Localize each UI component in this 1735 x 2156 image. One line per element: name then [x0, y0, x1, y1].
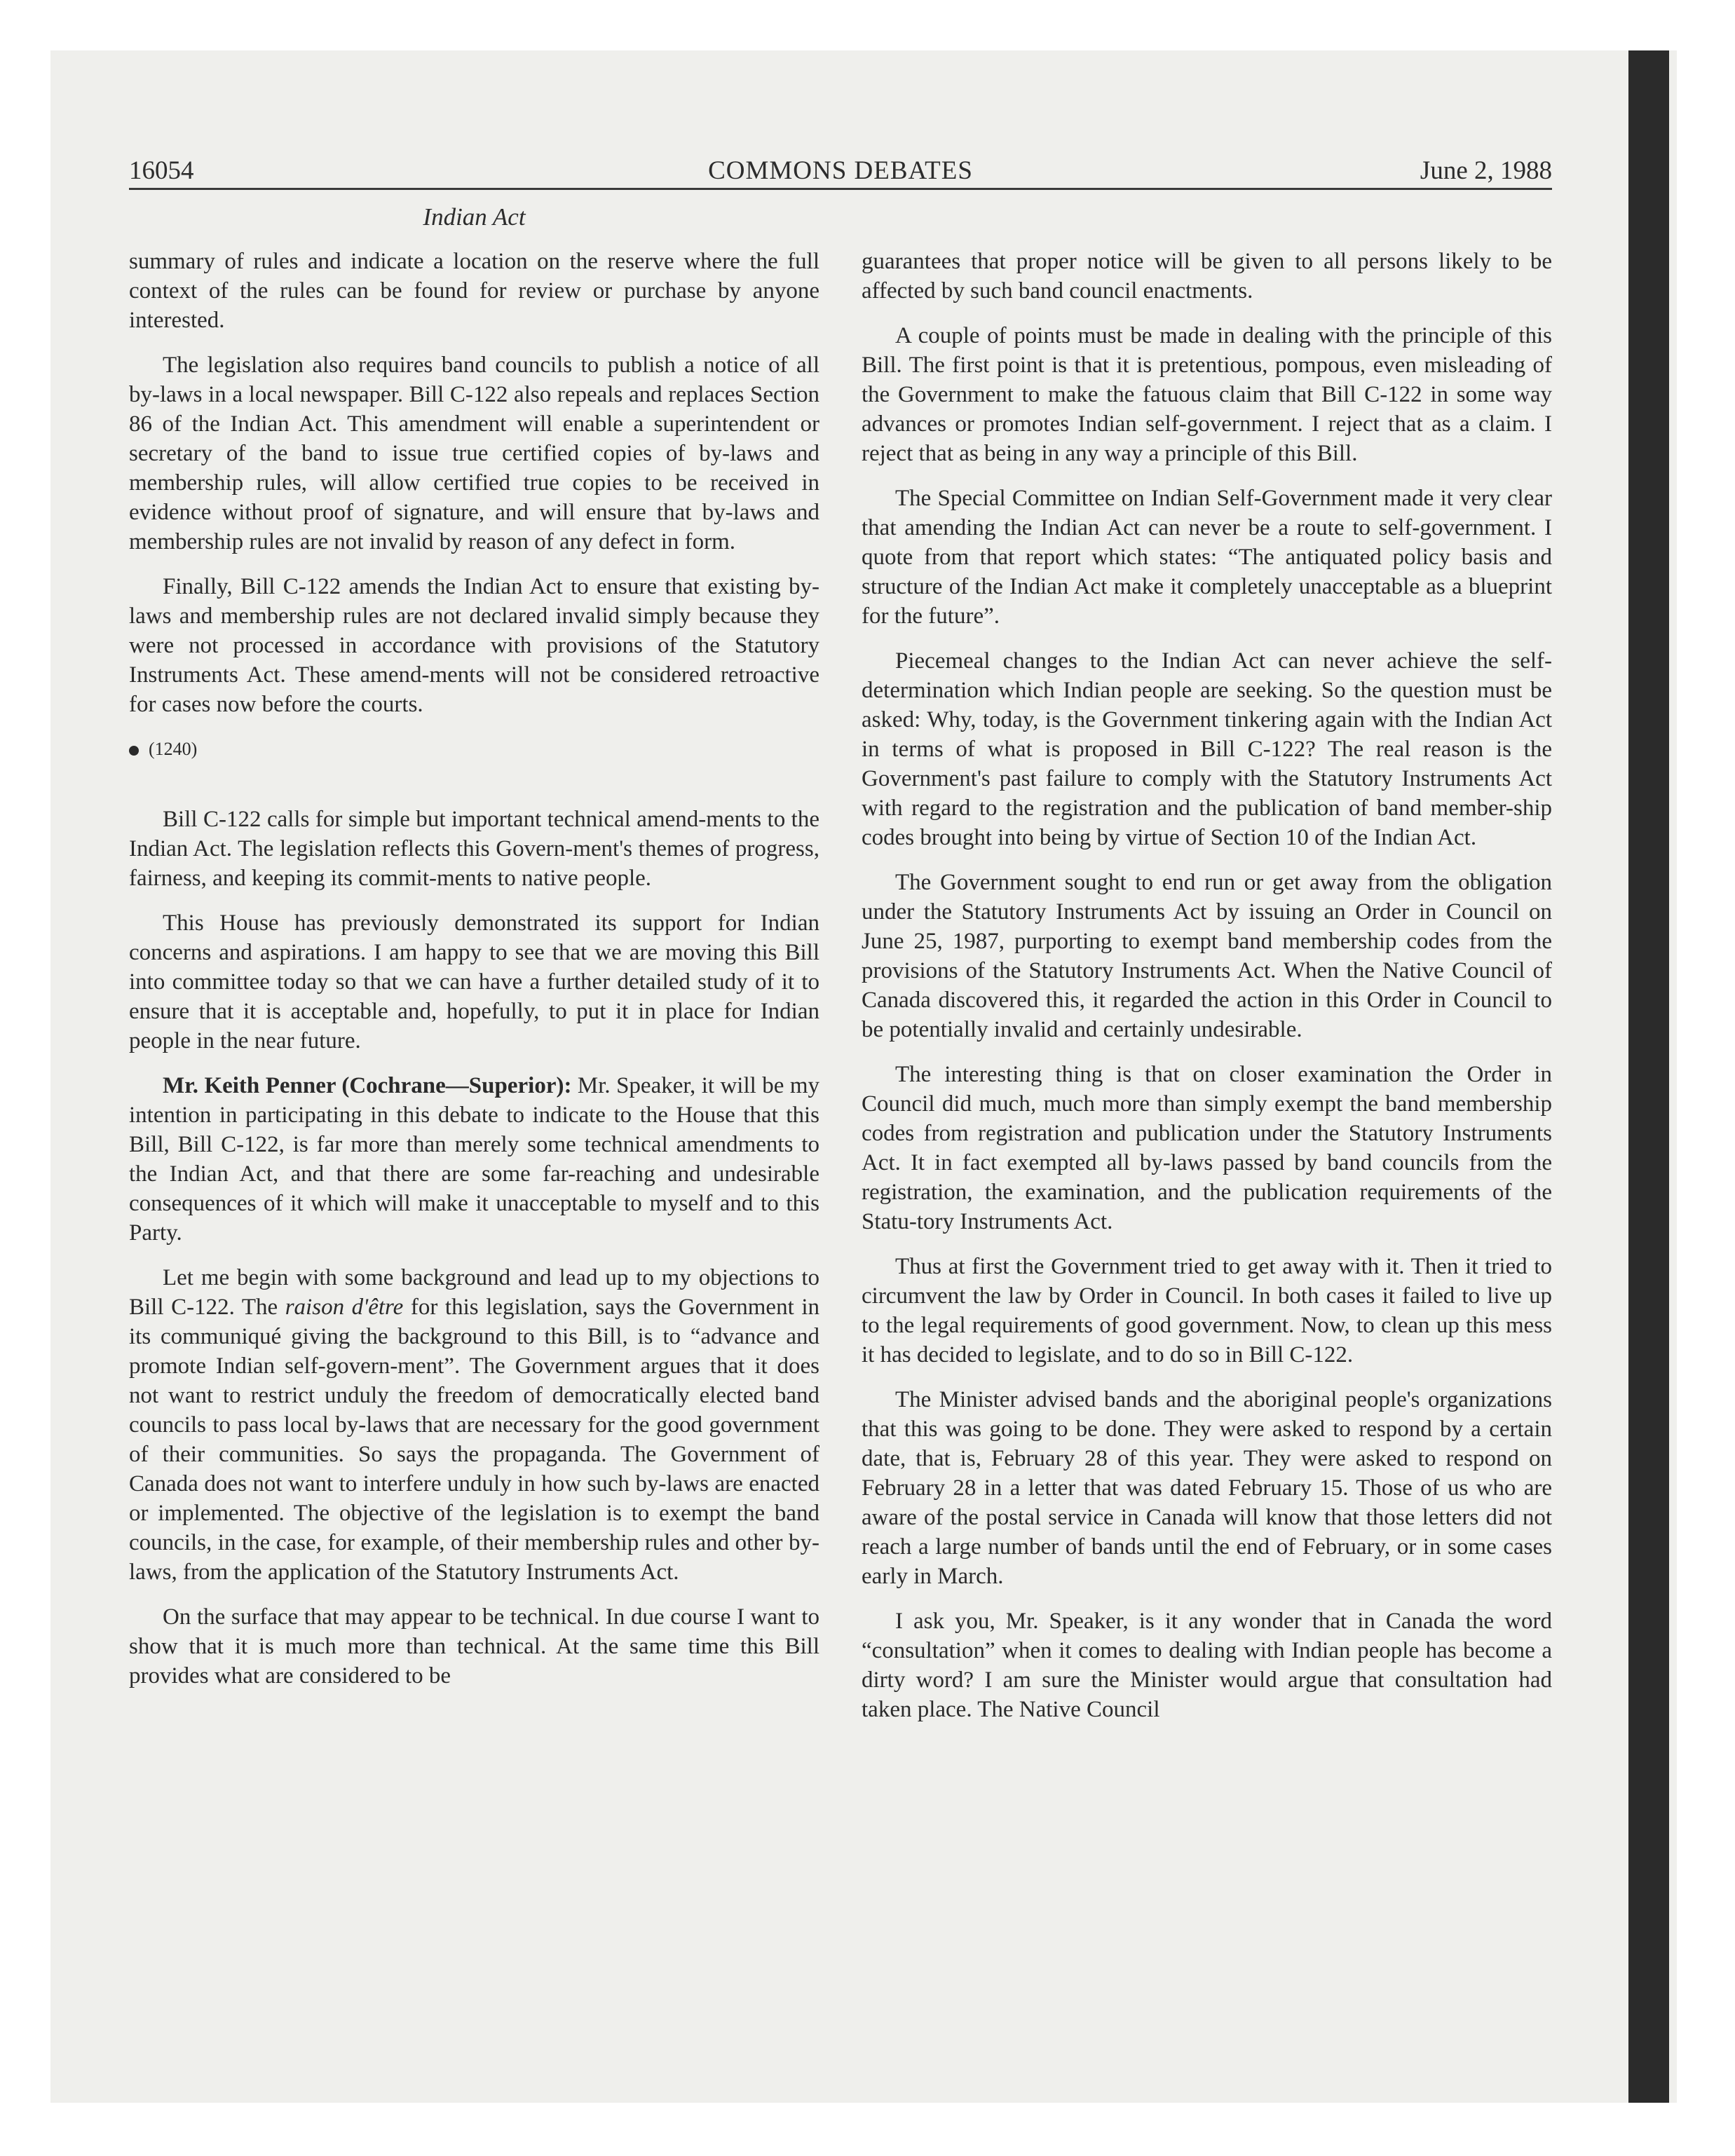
left-column: [129, 247, 819, 1706]
paragraph: The Special Committee on Indian Self-Government made it very clear that amending the Indian Act can never be a route to self-government. I quote from that report which states: “The antiquated policy basis and structure of the Indian Act make it completely unacceptable as a blueprint for the future”.: [862, 486, 1552, 629]
publication-date: June 2, 1988: [1420, 156, 1552, 185]
section-title: Indian Act: [423, 203, 526, 231]
italic-phrase: raison d'être: [285, 1295, 404, 1320]
paragraph: summary of rules and indicate a location on the reserve where the full context of the rules can be found for review or purchase by anyone interested.: [129, 249, 819, 333]
right-column: [862, 247, 1552, 1740]
paragraph: Piecemeal changes to the Indian Act can never achieve the self-determination which Indian people are seeking. So the question must be asked: Why, today, is the Government tinkering again with the Indian Act in terms of what is proposed in Bill C-122? The real reason is the Government's past failure to comply with the Statutory Instruments Act with regard to the registration and the publication of band member-ship codes brought into being by virtue of Section 10 of the Indian Act.: [862, 648, 1552, 850]
publication-title: COMMONS DEBATES: [708, 156, 973, 185]
page-header: [129, 156, 1552, 189]
paragraph: Bill C-122 calls for simple but important technical amend-ments to the Indian Act. The legislation reflects this Govern-ment's themes of progress, fairness, and keeping its commit-ments to native people.: [129, 807, 819, 891]
paragraph: A couple of points must be made in dealing with the principle of this Bill. The first point is that it is pretentious, pompous, even misleading of the Government to make the fatuous claim that Bill C-122 in some way advances or promotes Indian self-government. I reject that as a claim. I reject that as being in any way a principle of this Bill.: [862, 323, 1552, 466]
page-number: 16054: [129, 156, 194, 185]
bullet-icon: [129, 746, 139, 756]
paragraph: Thus at first the Government tried to get away with it. Then it tried to circumvent the law by Order in Council. In both cases it failed to live up to the legal requirements of good government. Now, to clean up this mess it has decided to legislate, and to do so in Bill C-122.: [862, 1254, 1552, 1367]
paragraph: [129, 1263, 819, 1587]
paragraph: The Government sought to end run or get away from the obligation under the Statutory Instruments Act by issuing an Order in Council on June 25, 1987, purporting to exempt band membership codes from the provisions of the Statutory Instruments Act. When the Native Council of Canada discovered this, it regarded the action in this Order in Council to be potentially invalid and certainly undesirable.: [862, 870, 1552, 1042]
paragraph-text: for this legislation, says the Government in its communiqué giving the background to this Bill, is to “advance and promote Indian self-govern-ment”. The Government argues that it does not want to restrict unduly the freedom of democratically elected band councils to pass local by-laws that are necessary for the good government of their communities. So says the propaganda. The Government of Canada does not want to interfere unduly in how such by-laws are enacted or implemented. The objective of the legislation is to exempt the band councils, in the case, for example, of their membership rules and other by-laws, from the application of the Statutory Instruments Act.: [129, 1295, 819, 1585]
paragraph: The Minister advised bands and the aboriginal people's organizations that this was going to be done. They were asked to respond by a certain date, that is, February 28 of this year. They were asked to respond on February 28 in a letter that was dated February 15. Those of us who are aware of the postal service in Canada will know that those letters did not reach a large number of bands until the end of February, or in some cases early in March.: [862, 1387, 1552, 1589]
time-marker: [129, 735, 819, 764]
paragraph: This House has previously demonstrated its support for Indian concerns and aspirations. I am happy to see that we are moving this Bill into committee today so that we can have a further detailed study of it to ensure that it is acceptable and, hopefully, to put it in place for Indian people in the near future.: [129, 910, 819, 1053]
speech-text: Mr. Speaker, it will be my intention in participating in this debate to indicate to the House that this Bill, Bill C-122, is far more than merely some technical amendments to the Indian Act, and that there are some far-reaching and undesirable consequences of it which will make it unacceptable to myself and to this Party.: [129, 1073, 819, 1246]
scan-binding-edge: [1628, 50, 1669, 2103]
time-marker-label: (1240): [149, 739, 198, 759]
speaker-name: Mr. Keith Penner (Cochrane—Superior):: [163, 1073, 572, 1098]
paragraph: I ask you, Mr. Speaker, is it any wonder that in Canada the word “consultation” when it comes to dealing with Indian people has become a dirty word? I am sure the Minister would argue that consultation had taken place. The Native Council: [862, 1609, 1552, 1722]
paragraph: [129, 1071, 819, 1248]
paragraph: guarantees that proper notice will be given to all persons likely to be affected by such band council enactments.: [862, 249, 1552, 303]
paragraph: The legislation also requires band councils to publish a notice of all by-laws in a local newspaper. Bill C-122 also repeals and replaces Section 86 of the Indian Act. This amendment will enable a superintendent or secretary of the band to issue true certified copies of by-laws and membership rules, will allow certified true copies to be received in evidence without proof of signature, and will ensure that by-laws and membership rules are not invalid by reason of any defect in form.: [129, 353, 819, 554]
paragraph: The interesting thing is that on closer examination the Order in Council did much, much more than simply exempt the band membership codes from registration and publication under the Statutory Instruments Act. It in fact exempted all by-laws passed by band councils from the registration, the examination, and the publication requirements of the Statu-tory Instruments Act.: [862, 1062, 1552, 1234]
paragraph: Finally, Bill C-122 amends the Indian Act to ensure that existing by-laws and membership rules are not declared invalid simply because they were not processed in accordance with provisions of the Statutory Instruments Act. These amend-ments will not be considered retroactive for cases now before the courts.: [129, 574, 819, 717]
header-rule: [129, 188, 1552, 190]
paragraph: On the surface that may appear to be technical. In due course I want to show that it is much more than technical. At the same time this Bill provides what are considered to be: [129, 1604, 819, 1688]
paragraph-text: Let me begin with some background and lead up to my objections to Bill C-122. The: [129, 1265, 819, 1320]
